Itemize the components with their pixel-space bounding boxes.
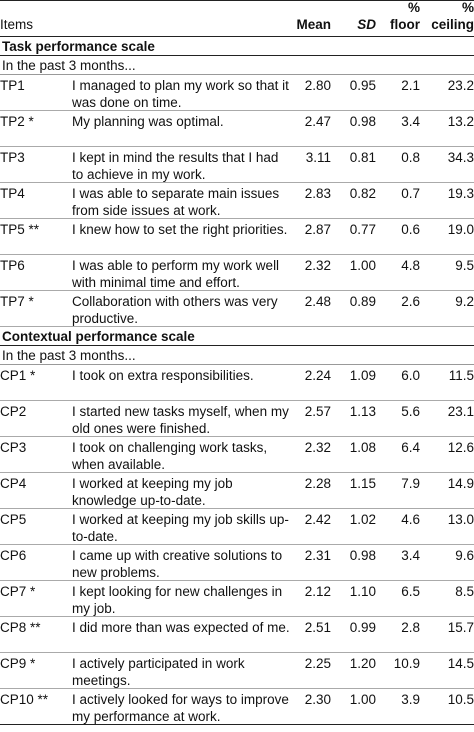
ceiling-value: 23.1: [447, 404, 474, 419]
mean-value: 2.51: [304, 620, 331, 635]
sd-value: 1.13: [349, 404, 376, 419]
ceiling-value: 13.0: [447, 512, 474, 527]
item-text: I was able to separate main issues from side issues at work.: [72, 186, 280, 218]
item-id: CP1 *: [0, 368, 36, 383]
table-row: [0, 183, 474, 219]
table-row: [0, 401, 474, 437]
item-id: CP2: [0, 404, 27, 419]
item-text: I did more than was expected of me.: [72, 620, 290, 635]
ceiling-value: 11.5: [448, 368, 474, 383]
item-text: I kept in mind the results that I had to achieve in my work.: [72, 150, 279, 182]
sd-value: 0.77: [349, 222, 376, 237]
table-row: [0, 111, 474, 147]
header-floor: floor: [390, 17, 420, 32]
item-text: I worked at keeping my job skills up-to-date.: [72, 512, 289, 544]
item-text: I took on challenging work tasks, when available.: [72, 440, 268, 472]
floor-value: 3.4: [401, 548, 420, 563]
mean-value: 2.24: [304, 368, 331, 383]
floor-value: 0.6: [401, 222, 420, 237]
table-row: [0, 545, 474, 581]
table-header: [0, 0, 474, 37]
mean-value: 2.32: [304, 258, 331, 273]
sd-value: 0.99: [349, 620, 376, 635]
sd-value: 1.00: [349, 692, 376, 707]
item-text: I actively participated in work meetings.: [72, 656, 245, 688]
ceiling-value: 15.7: [447, 620, 474, 635]
item-text: I was able to perform my work well with minimal time and effort.: [72, 258, 280, 290]
sd-value: 0.82: [349, 186, 376, 201]
contextual-prompt: In the past 3 months...: [0, 346, 474, 365]
ceiling-value: 14.5: [447, 656, 474, 671]
ceiling-value: 19.0: [447, 222, 474, 237]
header-sd: SD: [357, 17, 376, 32]
floor-value: 6.0: [401, 368, 420, 383]
item-id: TP2 *: [0, 114, 34, 129]
floor-value: 5.6: [401, 404, 420, 419]
mean-value: 2.87: [304, 222, 331, 237]
header-items: Items: [0, 17, 34, 32]
ceiling-value: 9.6: [455, 548, 474, 563]
item-id: CP6: [0, 548, 27, 563]
item-text: I kept looking for new challenges in my job.: [72, 584, 283, 616]
item-id: CP5: [0, 512, 27, 527]
item-id: TP5 **: [0, 222, 40, 237]
table-row: [0, 653, 474, 689]
sd-value: 1.08: [349, 440, 376, 455]
mean-value: 2.48: [304, 294, 331, 309]
task-rows: [0, 75, 474, 327]
sd-value: 1.15: [349, 476, 376, 491]
header-floor-percent: %: [407, 0, 420, 15]
ceiling-value: 8.5: [455, 584, 474, 599]
ceiling-value: 13.2: [447, 114, 474, 129]
table-row: [0, 291, 474, 327]
item-id: TP1: [0, 78, 25, 93]
mean-value: 2.28: [304, 476, 331, 491]
ceiling-value: 12.6: [447, 440, 474, 455]
item-text: I started new tasks myself, when my old ones were finished.: [72, 404, 289, 436]
ceiling-value: 9.5: [455, 258, 474, 273]
mean-value: 2.57: [304, 404, 331, 419]
floor-value: 2.8: [401, 620, 420, 635]
table-row: [0, 437, 474, 473]
floor-value: 0.8: [401, 150, 420, 165]
sd-value: 0.98: [349, 548, 376, 563]
item-text: I took on extra responsibilities.: [72, 368, 254, 383]
sd-value: 1.09: [349, 368, 376, 383]
ceiling-value: 19.3: [447, 186, 474, 201]
item-id: TP4: [0, 186, 25, 201]
sd-value: 0.89: [349, 294, 376, 309]
item-id: CP4: [0, 476, 27, 491]
table-row: [0, 509, 474, 545]
floor-value: 2.1: [401, 78, 420, 93]
sd-value: 0.98: [349, 114, 376, 129]
table-row: [0, 689, 474, 725]
item-id: CP7 *: [0, 584, 36, 599]
sd-value: 0.95: [349, 78, 376, 93]
table-row: [0, 617, 474, 653]
item-id: TP7 *: [0, 294, 34, 309]
item-id: CP8 **: [0, 620, 41, 635]
ceiling-value: 10.5: [447, 692, 474, 707]
mean-value: 2.25: [304, 656, 331, 671]
mean-value: 2.47: [304, 114, 331, 129]
floor-value: 3.9: [401, 692, 420, 707]
item-text: I actively looked for ways to improve my performance at work.: [72, 692, 289, 724]
item-id: CP3: [0, 440, 27, 455]
mean-value: 2.31: [304, 548, 331, 563]
ceiling-value: 14.9: [447, 476, 474, 491]
item-text: I knew how to set the right priorities.: [72, 222, 288, 237]
table-row: [0, 473, 474, 509]
floor-value: 7.9: [401, 476, 420, 491]
sd-value: 1.00: [349, 258, 376, 273]
table-row: [0, 365, 474, 401]
mean-value: 2.42: [304, 512, 331, 527]
table-row: [0, 219, 474, 255]
mean-value: 2.30: [304, 692, 331, 707]
table-row: [0, 581, 474, 617]
floor-value: 6.4: [401, 440, 420, 455]
floor-value: 6.5: [401, 584, 420, 599]
table-row: [0, 75, 474, 111]
item-text: I managed to plan my work so that it was done on time.: [72, 78, 289, 110]
contextual-rows: [0, 365, 474, 725]
task-scale-title: Task performance scale: [0, 37, 474, 56]
sd-value: 1.20: [349, 656, 376, 671]
mean-value: 2.12: [304, 584, 331, 599]
task-prompt: In the past 3 months...: [0, 56, 474, 75]
contextual-scale-title: Contextual performance scale: [0, 327, 474, 346]
mean-value: 2.80: [304, 78, 331, 93]
floor-value: 3.4: [401, 114, 420, 129]
ceiling-value: 9.2: [455, 294, 474, 309]
mean-value: 2.83: [304, 186, 331, 201]
floor-value: 10.9: [393, 656, 420, 671]
header-ceiling: ceiling: [431, 17, 474, 32]
ceiling-value: 34.3: [447, 150, 474, 165]
item-text: I worked at keeping my job knowledge up-to-date.: [72, 476, 233, 508]
mean-value: 2.32: [304, 440, 331, 455]
item-id: TP6: [0, 258, 25, 273]
floor-value: 0.7: [401, 186, 420, 201]
item-text: I came up with creative solutions to new problems.: [72, 548, 283, 580]
sd-value: 1.10: [349, 584, 376, 599]
floor-value: 4.8: [401, 258, 420, 273]
item-id: CP10 **: [0, 692, 49, 707]
mean-value: 3.11: [305, 150, 331, 165]
table-row: [0, 147, 474, 183]
floor-value: 2.6: [401, 294, 420, 309]
item-id: CP9 *: [0, 656, 36, 671]
floor-value: 4.6: [401, 512, 420, 527]
item-id: TP3: [0, 150, 25, 165]
header-mean: Mean: [296, 17, 331, 32]
ceiling-value: 23.2: [447, 78, 474, 93]
item-text: My planning was optimal.: [72, 114, 224, 129]
header-ceiling-percent: %: [461, 0, 474, 15]
sd-value: 1.02: [349, 512, 376, 527]
table-row: [0, 255, 474, 291]
item-text: Collaboration with others was very productive.: [72, 294, 278, 326]
sd-value: 0.81: [349, 150, 376, 165]
